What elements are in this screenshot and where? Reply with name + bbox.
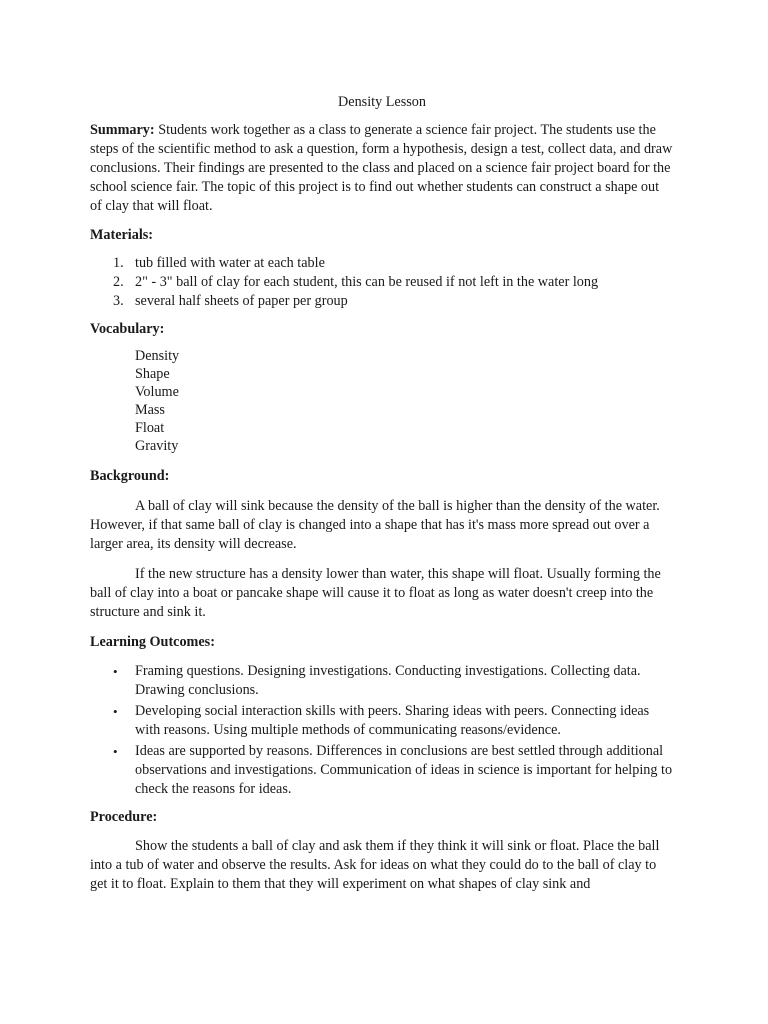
- vocab-term: Mass: [135, 402, 165, 418]
- learning-outcomes-heading: Learning Outcomes:: [90, 634, 215, 650]
- list-item-text: several half sheets of paper per group: [135, 293, 348, 309]
- list-item-text: Framing questions. Designing investigations. Conducting investigations. Collecting data. Drawing conclusions.: [135, 663, 641, 698]
- background-paragraph-1: A ball of clay will sink because the density of the ball is higher than the density of the water. However, if that same ball of clay is changed into a shape that has it's mass more spread out over a larger area, its density will decrease.: [90, 498, 660, 552]
- vocab-term: Shape: [135, 366, 170, 382]
- vocabulary-list: [135, 347, 674, 455]
- document-page: [90, 93, 674, 904]
- vocab-term: Float: [135, 420, 165, 436]
- list-item-text: Ideas are supported by reasons. Differences in conclusions are best settled through additional observations and investigations. Communication of ideas in science is important for helping to check the reasons for ideas.: [135, 743, 673, 797]
- list-item: [90, 662, 674, 700]
- list-item: [90, 292, 674, 311]
- learning-outcomes-list: [90, 662, 674, 799]
- summary-label: Summary:: [90, 122, 155, 138]
- list-number: 1.: [113, 255, 124, 271]
- list-item-text: Developing social interaction skills with peers. Sharing ideas with peers. Connecting ideas with reasons. Using multiple methods of communicating reasons/evidence.: [135, 703, 650, 738]
- bullet-icon: •: [113, 664, 118, 679]
- procedure-heading: Procedure:: [90, 809, 158, 825]
- summary-text: Students work together as a class to generate a science fair project. The students use the steps of the scientific method to ask a question, form a hypothesis, design a test, collect data, and draw conclusions. Their findings are presented to the class and placed on a science fair project board for the school science fair. The topic of this project is to find out whether students can construct a shape out of clay that will float.: [90, 122, 673, 214]
- background-paragraph-2: If the new structure has a density lower than water, this shape will float. Usually forming the ball of clay into a boat or pancake shape will cause it to float as long as water doesn't creep into the structure and sink it.: [90, 566, 661, 620]
- vocabulary-heading: Vocabulary:: [90, 321, 165, 337]
- bullet-icon: •: [113, 704, 118, 719]
- vocab-term: Density: [135, 348, 180, 364]
- vocab-term: Gravity: [135, 438, 179, 454]
- list-number: 3.: [113, 293, 124, 309]
- summary-paragraph: [90, 121, 674, 216]
- vocab-term: Volume: [135, 384, 179, 400]
- list-number: 2.: [113, 274, 124, 290]
- materials-list: [90, 254, 674, 311]
- procedure-paragraph-1: Show the students a ball of clay and ask them if they think it will sink or float. Place the ball into a tub of water and observe the results. Ask for ideas on what they could do to the ball of clay to get it to float. Explain to them that they will experiment on what shapes of clay sink and: [90, 838, 660, 892]
- list-item-text: 2" - 3" ball of clay for each student, this can be reused if not left in the water long: [135, 274, 599, 290]
- materials-heading: Materials:: [90, 227, 154, 243]
- list-item-text: tub filled with water at each table: [135, 255, 325, 271]
- list-item: [90, 742, 674, 799]
- list-item: [90, 273, 674, 292]
- document-title: Density Lesson: [338, 94, 426, 110]
- background-heading: Background:: [90, 468, 170, 484]
- list-item: [90, 254, 674, 273]
- bullet-icon: •: [113, 744, 118, 759]
- list-item: [90, 702, 674, 740]
